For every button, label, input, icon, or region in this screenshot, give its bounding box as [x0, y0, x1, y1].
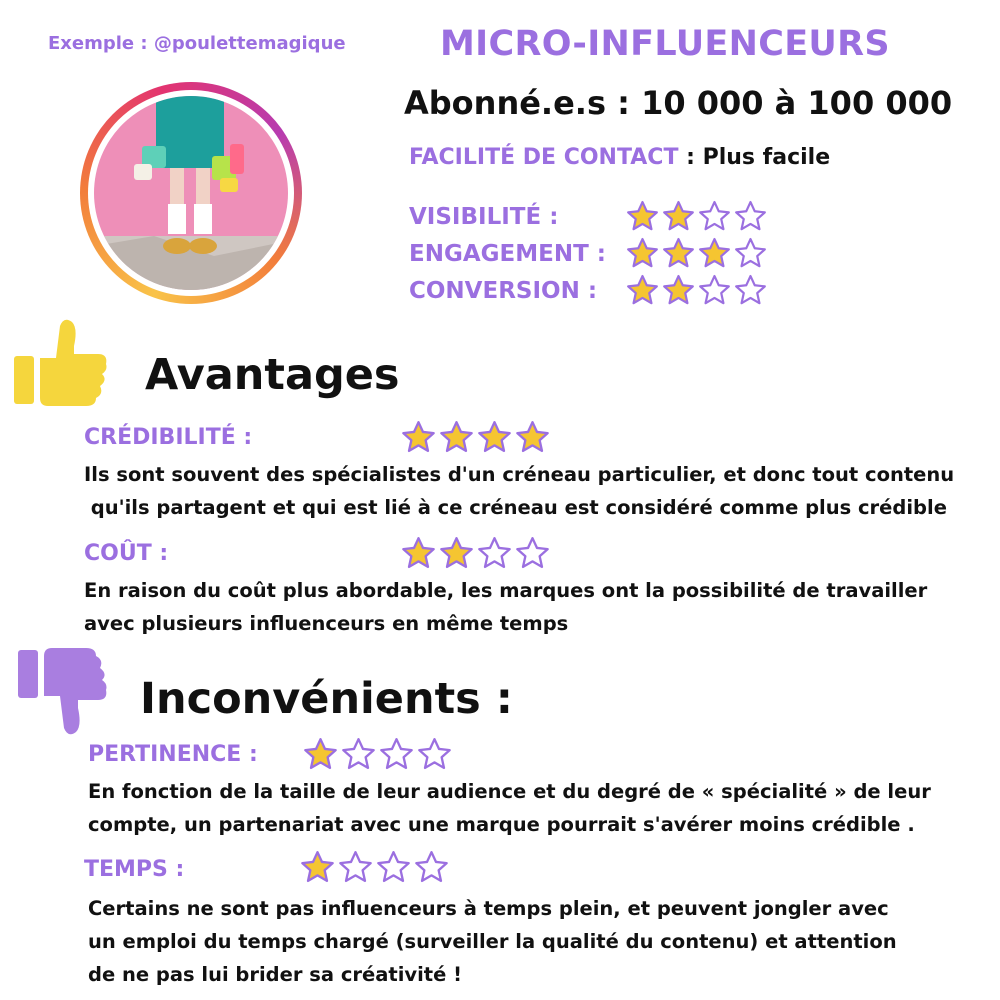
page-title: MICRO-INFLUENCEURS: [440, 24, 890, 64]
star-empty-icon: [376, 850, 411, 885]
star-filled-icon: [626, 237, 659, 270]
star-filled-icon: [439, 420, 474, 455]
star-empty-icon: [477, 536, 512, 571]
star-empty-icon: [515, 536, 550, 571]
star-empty-icon: [341, 737, 376, 772]
rating-visibility: [626, 200, 767, 233]
star-filled-icon: [626, 274, 659, 307]
advantages-title: Avantages: [145, 350, 400, 400]
disadvantages-title: Inconvénients :: [140, 674, 513, 724]
criterion-label-relevance: PERTINENCE :: [88, 742, 258, 767]
rating-cost: [401, 536, 550, 571]
star-filled-icon: [303, 737, 338, 772]
star-empty-icon: [734, 200, 767, 233]
star-empty-icon: [338, 850, 373, 885]
star-filled-icon: [662, 200, 695, 233]
contact-value: : Plus facile: [678, 145, 831, 170]
star-empty-icon: [698, 274, 731, 307]
star-empty-icon: [414, 850, 449, 885]
star-filled-icon: [439, 536, 474, 571]
star-filled-icon: [662, 237, 695, 270]
star-empty-icon: [379, 737, 414, 772]
metric-label-visibility: VISIBILITÉ :: [409, 204, 559, 230]
credibility-description: Ils sont souvent des spécialistes d'un créneau particulier, et donc tout contenu qu'ils partagent et qui est lié à ce créneau est considéré comme plus crédible: [84, 463, 955, 519]
time-description: Certains ne sont pas influenceurs à temps plein, et peuvent jongler avec un emploi du temps chargé (surveiller la qualité du contenu) et attention de ne pas lui brider sa créativité !: [88, 897, 897, 986]
star-empty-icon: [734, 274, 767, 307]
star-filled-icon: [515, 420, 550, 455]
star-filled-icon: [662, 274, 695, 307]
star-empty-icon: [417, 737, 452, 772]
rating-credibility: [401, 420, 550, 455]
star-filled-icon: [477, 420, 512, 455]
rating-engagement: [626, 237, 767, 270]
contact-ease: [409, 145, 830, 170]
star-filled-icon: [626, 200, 659, 233]
star-filled-icon: [401, 536, 436, 571]
star-empty-icon: [734, 237, 767, 270]
metric-label-engagement: ENGAGEMENT :: [409, 241, 606, 267]
star-filled-icon: [401, 420, 436, 455]
rating-time: [300, 850, 449, 885]
example-handle: Exemple : @poulettemagique: [48, 33, 346, 54]
avatar-photo: [94, 96, 288, 290]
star-filled-icon: [698, 237, 731, 270]
thumbs-down-icon: [16, 648, 108, 736]
star-filled-icon: [300, 850, 335, 885]
relevance-description: En fonction de la taille de leur audience et du degré de « spécialité » de leur compte, un partenariat avec une marque pourrait s'avérer moins crédible .: [88, 780, 931, 836]
rating-conversion: [626, 274, 767, 307]
contact-label: FACILITÉ DE CONTACT: [409, 145, 679, 170]
criterion-label-credibility: CRÉDIBILITÉ :: [84, 425, 253, 450]
followers-range: Abonné.e.s : 10 000 à 100 000: [404, 84, 953, 122]
metric-label-conversion: CONVERSION :: [409, 278, 598, 304]
avatar: [80, 82, 302, 304]
star-empty-icon: [698, 200, 731, 233]
cost-description: En raison du coût plus abordable, les marques ont la possibilité de travailler avec plusieurs influenceurs en même temps: [84, 579, 928, 635]
criterion-label-cost: COÛT :: [84, 541, 169, 566]
rating-relevance: [303, 737, 452, 772]
criterion-label-time: TEMPS :: [84, 857, 185, 882]
thumbs-up-icon: [12, 318, 110, 408]
